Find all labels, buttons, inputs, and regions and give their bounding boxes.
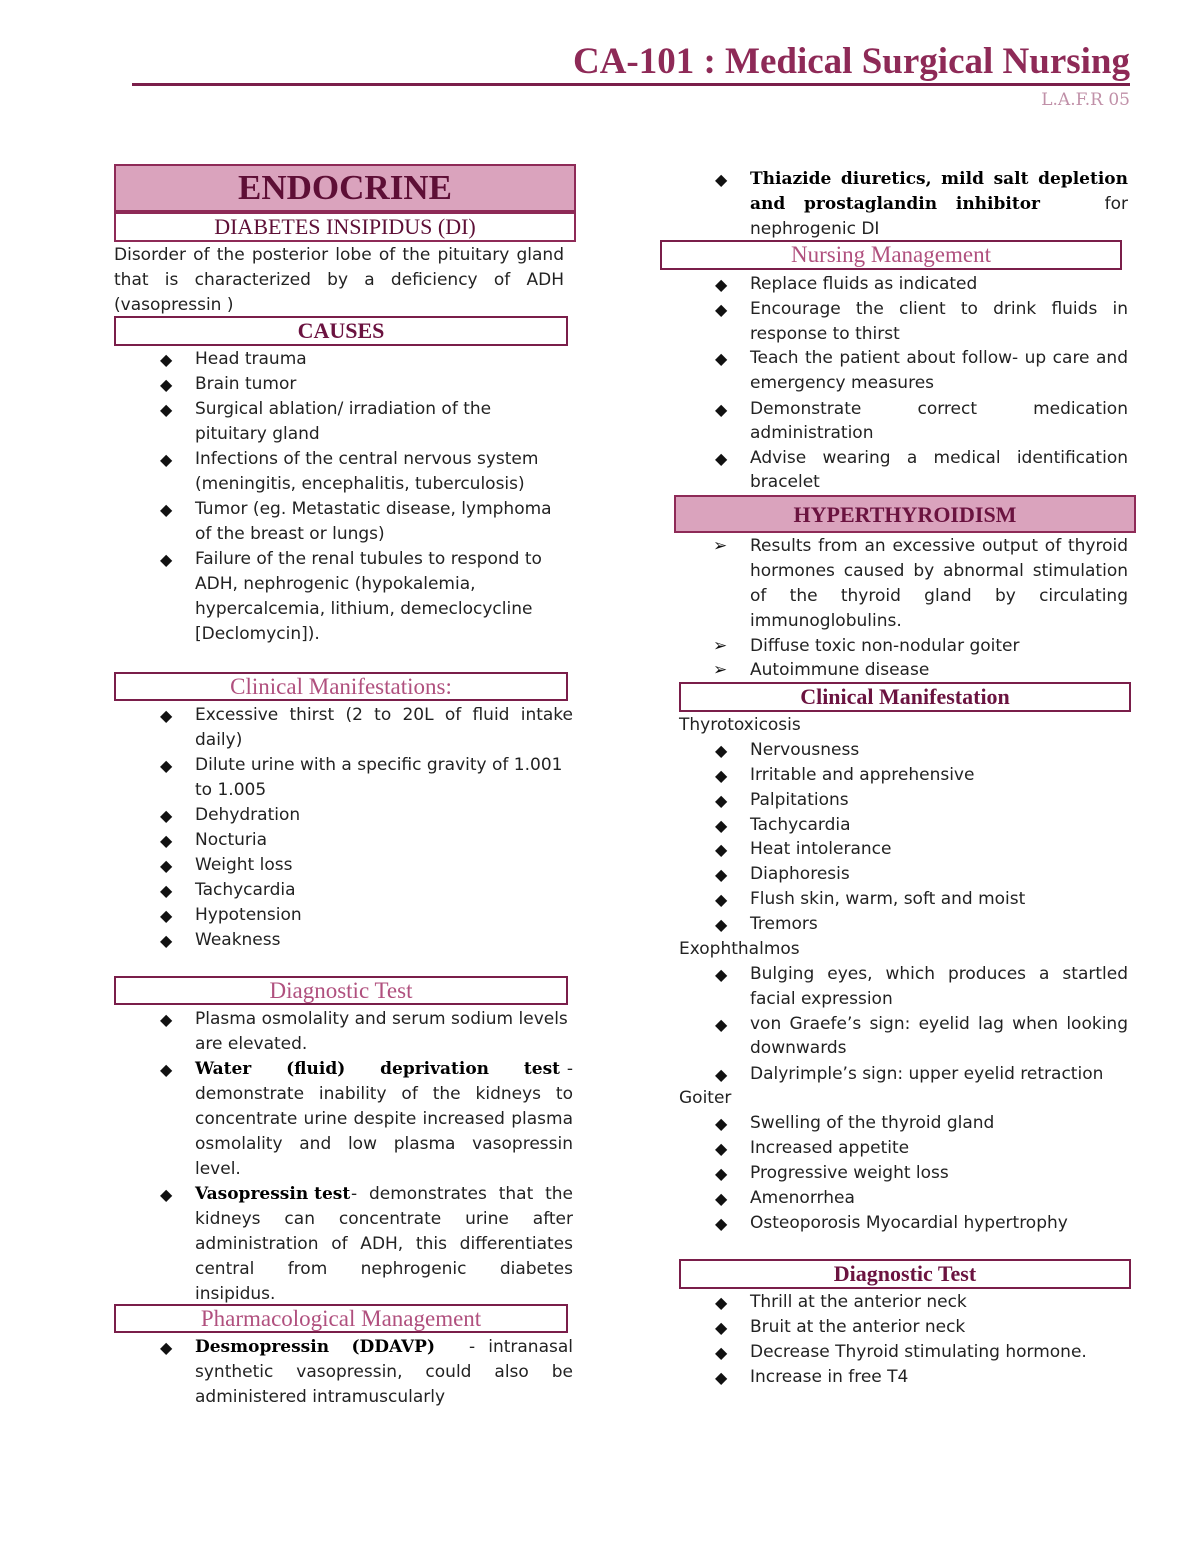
list-item: Decrease Thyroid stimulating hormone. (750, 1342, 1087, 1362)
list-item: Flush skin, warm, soft and moist (750, 889, 1026, 909)
list-item: Hypotension (195, 905, 302, 925)
endocrine-banner: ENDOCRINE (114, 164, 576, 212)
list-item: Tumor (eg. Metastatic disease, lymphoma (195, 499, 552, 519)
pharmacological-management-heading: Pharmacological Management (114, 1304, 568, 1333)
list-item: Tachycardia (750, 815, 851, 835)
bullet-icon: ◆ (715, 791, 728, 810)
clinical-manifestations-heading: Clinical Manifestations: (114, 672, 568, 701)
bullet-icon: ◆ (715, 1015, 728, 1034)
list-item-cont: of the breast or lungs) (195, 524, 385, 544)
bullet-icon: ◆ (715, 1293, 728, 1312)
bullet-icon: ◆ (715, 1189, 728, 1208)
hyperthyroidism-banner: HYPERTHYROIDISM (674, 495, 1136, 533)
list-item: Thiazide diuretics, mild salt depletion (750, 169, 1128, 189)
list-item-cont: (meningitis, encephalitis, tuberculosis) (195, 474, 525, 494)
list-item: Demonstrate correct medication (750, 399, 1128, 419)
list-item-cont: emergency measures (750, 373, 935, 393)
bullet-icon: ◆ (160, 856, 173, 875)
bullet-icon: ◆ (715, 275, 728, 294)
list-item-cont: and prostaglandin inhibitor for (750, 194, 1128, 214)
list-item: Head trauma (195, 349, 307, 369)
bullet-icon: ◆ (715, 349, 728, 368)
bullet-icon: ◆ (160, 450, 173, 469)
bullet-icon: ◆ (715, 766, 728, 785)
list-item: Bruit at the anterior neck (750, 1317, 966, 1337)
bullet-icon: ◆ (715, 400, 728, 419)
list-item: Tachycardia (195, 880, 296, 900)
list-item: Desmopressin (DDAVP) - intranasal (195, 1337, 573, 1357)
bullet-icon: ◆ (715, 1214, 728, 1233)
list-item: Bulging eyes, which produces a startled (750, 964, 1128, 984)
list-item-cont: osmolality and low plasma vasopressin (195, 1134, 573, 1154)
clinical-manifestation-heading: Clinical Manifestation (679, 682, 1131, 712)
bullet-icon: ◆ (715, 1065, 728, 1084)
list-item-cont: kidneys can concentrate urine after (195, 1209, 573, 1229)
list-item-cont: immunoglobulins. (750, 611, 902, 631)
list-item-cont: hypercalcemia, lithium, demeclocycline (195, 599, 533, 619)
bullet-icon: ◆ (160, 550, 173, 569)
list-item-cont: administration (750, 423, 874, 443)
list-item-cont: administration of ADH, this differentiates (195, 1234, 573, 1254)
list-item-cont: administered intramuscularly (195, 1387, 446, 1407)
list-item: Infections of the central nervous system (195, 449, 539, 469)
list-item: Tremors (750, 914, 818, 934)
list-item-cont: concentrate urine despite increased plasma (195, 1109, 573, 1129)
list-item: Weight loss (195, 855, 293, 875)
document-title: CA-101 : Medical Surgical Nursing (572, 41, 1130, 82)
list-item: Nocturia (195, 830, 268, 850)
bullet-icon: ◆ (715, 865, 728, 884)
list-item-cont: nephrogenic DI (750, 219, 880, 239)
bullet-icon: ◆ (715, 1139, 728, 1158)
nursing-management-heading: Nursing Management (660, 240, 1122, 270)
list-item-cont: [Declomycin]). (195, 624, 320, 644)
bullet-icon: ◆ (160, 931, 173, 950)
bullet-icon: ◆ (715, 1368, 728, 1387)
list-item: Thrill at the anterior neck (750, 1292, 967, 1312)
bullet-icon: ◆ (160, 375, 173, 394)
list-item-cont: demonstrate inability of the kidneys to (195, 1084, 573, 1104)
list-item-cont: are elevated. (195, 1034, 308, 1054)
list-item: Progressive weight loss (750, 1163, 949, 1183)
bullet-icon: ◆ (160, 500, 173, 519)
bullet-icon: ◆ (715, 1164, 728, 1183)
bullet-icon: ◆ (160, 1010, 173, 1029)
di-definition: Disorder of the posterior lobe of the pituitary gland that is characterized by a deficiency of ADH (vasopressin ) (114, 245, 564, 315)
list-item: von Graefe’s sign: eyelid lag when looking (750, 1014, 1128, 1034)
list-item-cont: daily) (195, 730, 243, 750)
list-item-cont: pituitary gland (195, 424, 320, 444)
bullet-icon: ◆ (160, 756, 173, 775)
list-item: Replace fluids as indicated (750, 274, 978, 294)
document-code: L.A.F.R 05 (1041, 90, 1130, 110)
arrow-bullet-icon: ➢ (713, 636, 728, 656)
bullet-icon: ◆ (160, 881, 173, 900)
arrow-bullet-icon: ➢ (713, 536, 728, 556)
list-item: Encourage the client to drink fluids in (750, 299, 1128, 319)
bullet-icon: ◆ (715, 1318, 728, 1337)
diagnostic-test-heading: Diagnostic Test (114, 976, 568, 1005)
bullet-icon: ◆ (715, 915, 728, 934)
list-item: Results from an excessive output of thyroid (750, 536, 1128, 556)
list-item: Water (fluid) deprivation test - (195, 1059, 573, 1079)
di-title: DIABETES INSIPIDUS (DI) (114, 212, 576, 242)
list-item-cont: facial expression (750, 989, 893, 1009)
bullet-icon: ◆ (160, 831, 173, 850)
list-item: Swelling of the thyroid gland (750, 1113, 995, 1133)
list-item-cont: to 1.005 (195, 780, 267, 800)
list-item: Autoimmune disease (750, 660, 930, 680)
bullet-icon: ◆ (715, 170, 728, 189)
bullet-icon: ◆ (715, 300, 728, 319)
subheading-thyrotoxicosis: Thyrotoxicosis (679, 715, 801, 735)
list-item: Weakness (195, 930, 281, 950)
bullet-icon: ◆ (715, 840, 728, 859)
list-item: Osteoporosis Myocardial hypertrophy (750, 1213, 1068, 1233)
bullet-icon: ◆ (715, 1343, 728, 1362)
list-item: Failure of the renal tubules to respond to (195, 549, 542, 569)
list-item-cont: hormones caused by abnormal stimulation (750, 561, 1128, 581)
list-item: Increased appetite (750, 1138, 910, 1158)
list-item: Dehydration (195, 805, 301, 825)
list-item: Irritable and apprehensive (750, 765, 975, 785)
list-item: Dalyrimple’s sign: upper eyelid retraction (750, 1064, 1104, 1084)
list-item: Surgical ablation/ irradiation of the (195, 399, 492, 419)
bullet-icon: ◆ (715, 816, 728, 835)
list-item: Increase in free T4 (750, 1367, 909, 1387)
list-item: Advise wearing a medical identification (750, 448, 1128, 468)
list-item: Diffuse toxic non-nodular goiter (750, 636, 1020, 656)
subheading-goiter: Goiter (679, 1088, 732, 1108)
list-item-cont: downwards (750, 1038, 847, 1058)
bullet-icon: ◆ (160, 400, 173, 419)
list-item-cont: of the thyroid gland by circulating (750, 586, 1128, 606)
list-item: Excessive thirst (2 to 20L of fluid intake (195, 705, 573, 725)
list-item: Diaphoresis (750, 864, 850, 884)
list-item: Dilute urine with a specific gravity of 1.001 (195, 755, 563, 775)
list-item: Palpitations (750, 790, 849, 810)
bullet-icon: ◆ (715, 965, 728, 984)
causes-heading: CAUSES (114, 316, 568, 346)
arrow-bullet-icon: ➢ (713, 660, 728, 680)
list-item: Plasma osmolality and serum sodium levels (195, 1009, 568, 1029)
bullet-icon: ◆ (160, 706, 173, 725)
bullet-icon: ◆ (160, 806, 173, 825)
list-item-cont: response to thirst (750, 324, 900, 344)
list-item-cont: level. (195, 1159, 241, 1179)
bullet-icon: ◆ (715, 449, 728, 468)
list-item-cont: synthetic vasopressin, could also be (195, 1362, 573, 1382)
bullet-icon: ◆ (160, 906, 173, 925)
list-item-cont: insipidus. (195, 1284, 276, 1304)
subheading-exophthalmos: Exophthalmos (679, 939, 800, 959)
bullet-icon: ◆ (160, 1185, 173, 1204)
list-item-cont: ADH, nephrogenic (hypokalemia, (195, 574, 476, 594)
header-rule (132, 83, 1130, 86)
bullet-icon: ◆ (160, 350, 173, 369)
diagnostic-test-heading-right: Diagnostic Test (679, 1259, 1131, 1289)
list-item: Brain tumor (195, 374, 297, 394)
list-item-cont: central from nephrogenic diabetes (195, 1259, 573, 1279)
list-item: Heat intolerance (750, 839, 892, 859)
bullet-icon: ◆ (715, 741, 728, 760)
bullet-icon: ◆ (160, 1338, 173, 1357)
bullet-icon: ◆ (160, 1060, 173, 1079)
bullet-icon: ◆ (715, 890, 728, 909)
list-item: Amenorrhea (750, 1188, 855, 1208)
list-item-cont: bracelet (750, 472, 820, 492)
list-item: Vasopressin test - demonstrates that the (195, 1184, 573, 1204)
bullet-icon: ◆ (715, 1114, 728, 1133)
list-item: Teach the patient about follow- up care and (750, 348, 1128, 368)
list-item: Nervousness (750, 740, 860, 760)
